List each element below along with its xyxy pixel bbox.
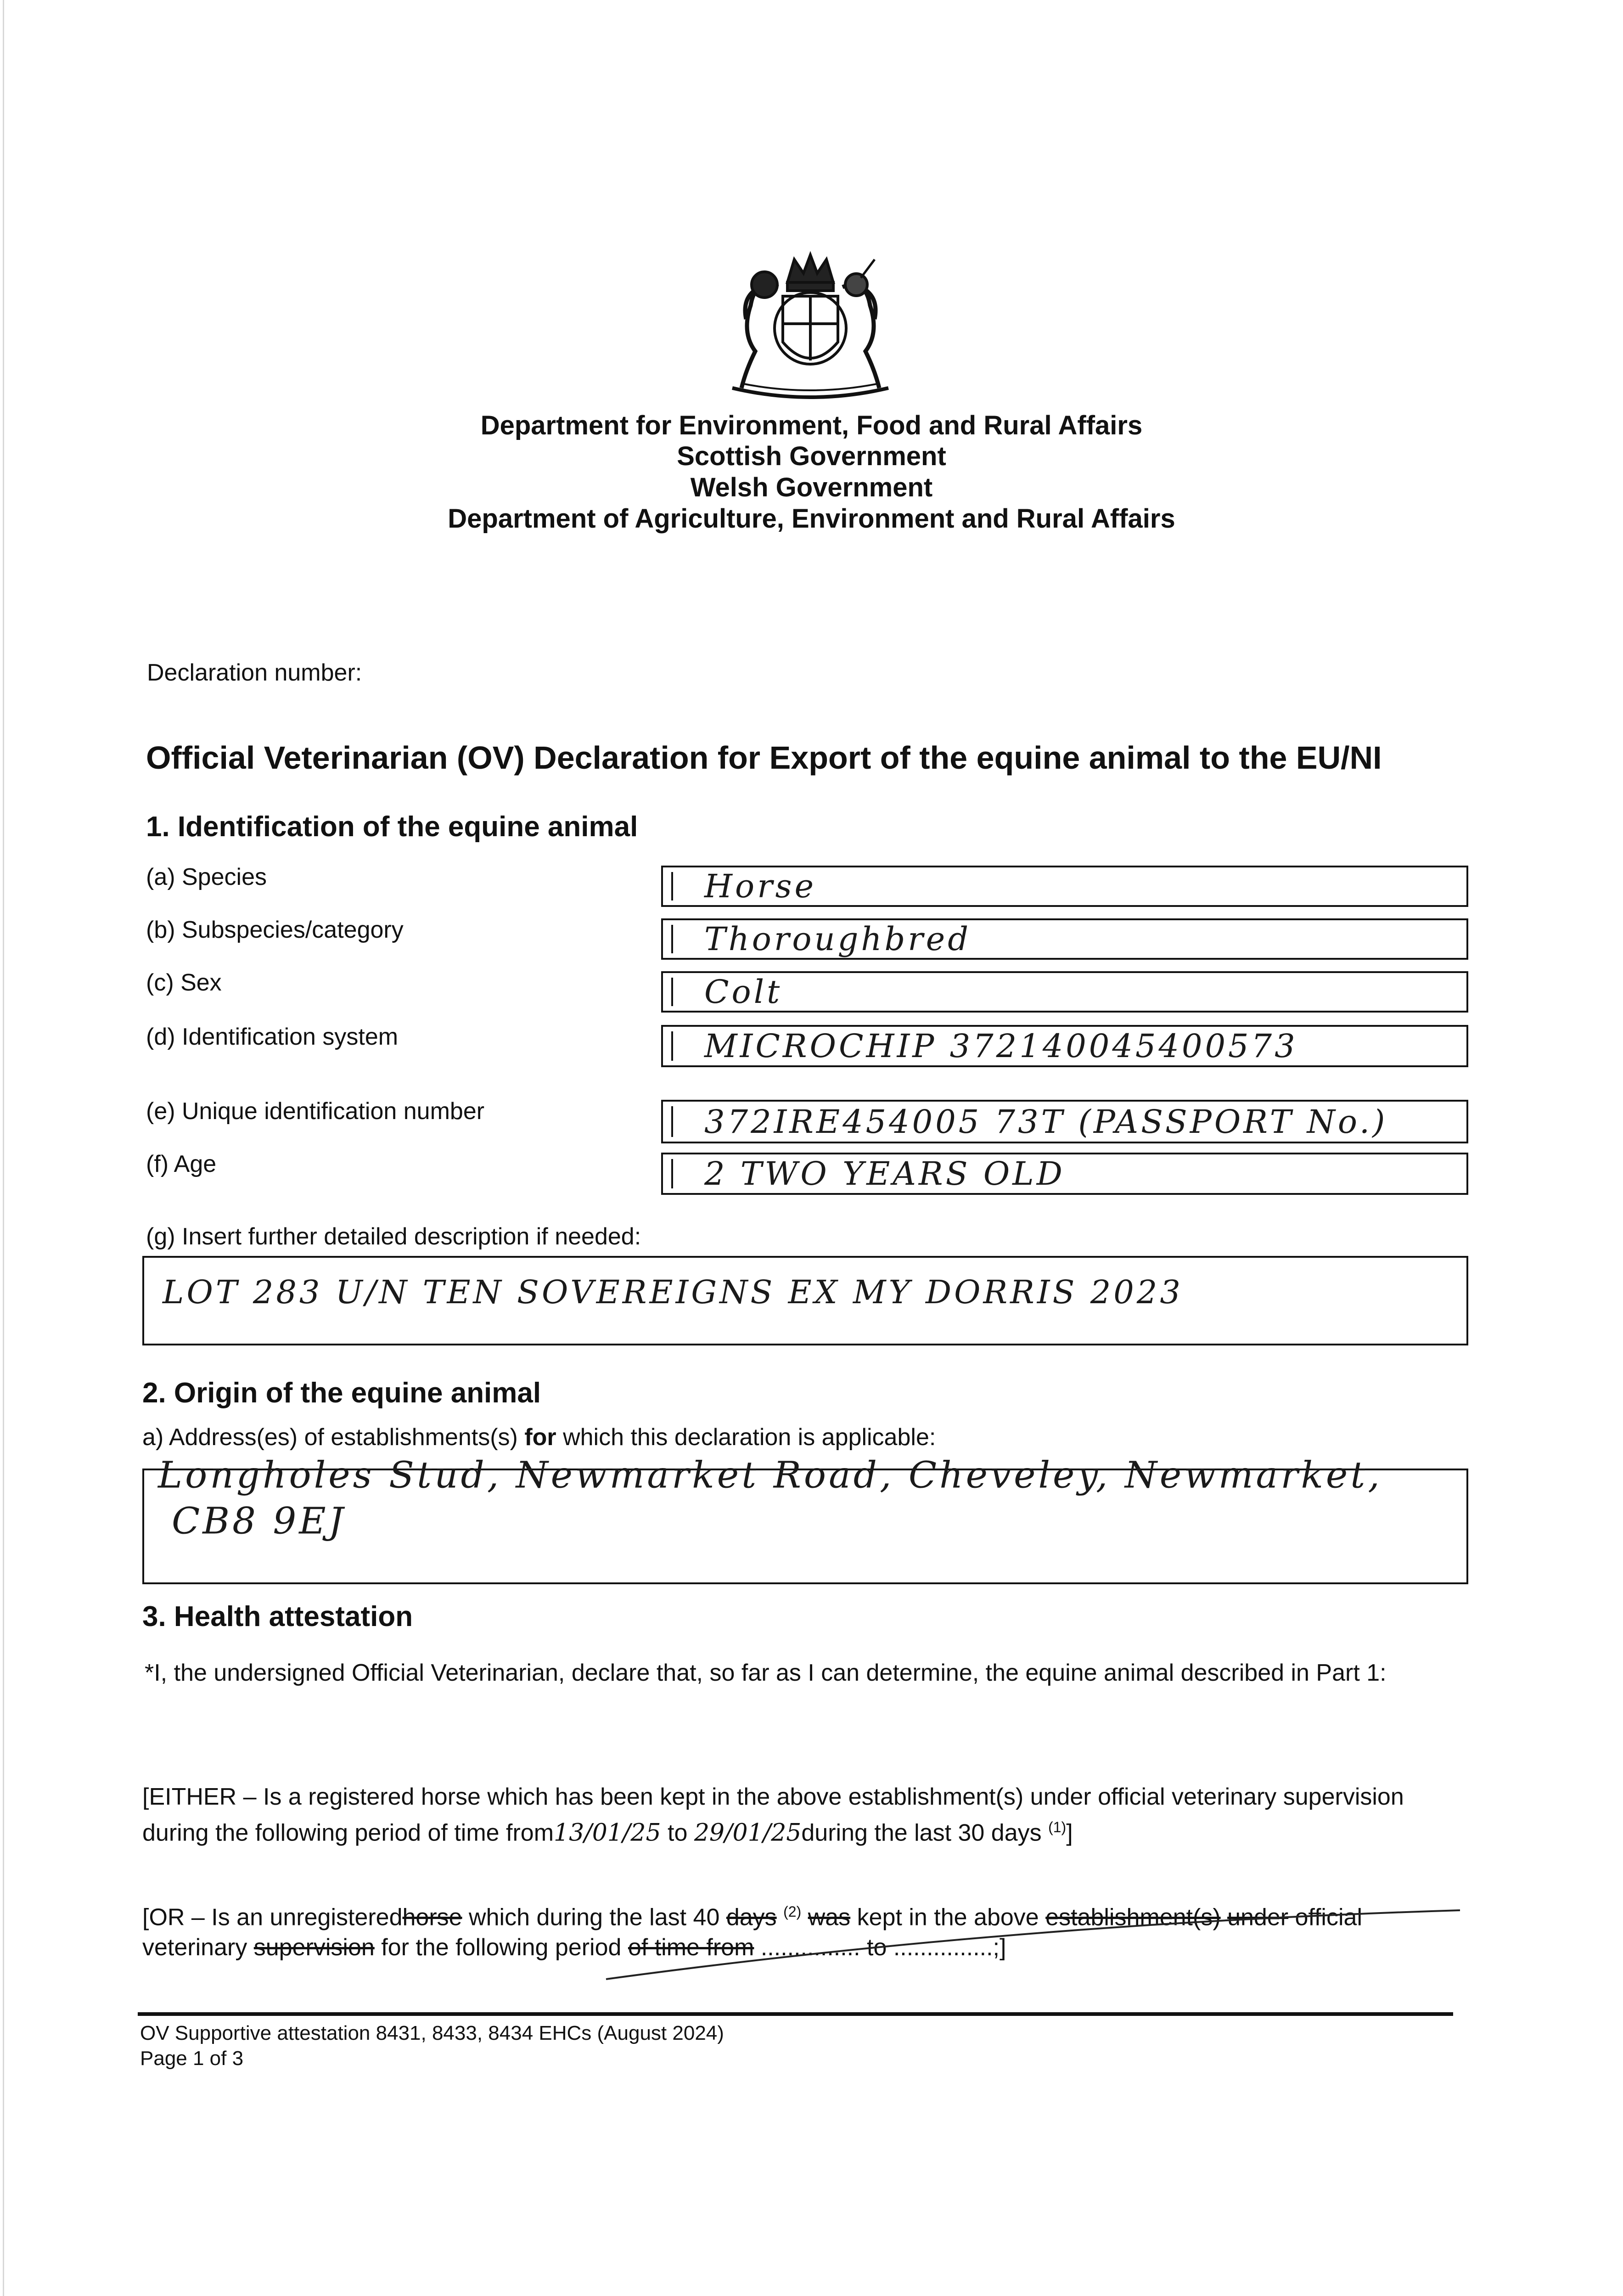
species-value: Horse: [704, 867, 816, 905]
health-attestation-intro: *I, the undersigned Official Veterinarian, declare that, so far as I can determine, the equine animal described in Part 1:: [145, 1660, 1387, 1686]
section-2-heading: 2. Origin of the equine animal: [142, 1377, 541, 1409]
unique-id-value: 372IRE454005 73T (PASSPORT No.): [704, 1103, 1388, 1141]
subspecies-value: Thoroughbred: [704, 920, 972, 958]
or-strike-of-time-from: of time from: [628, 1934, 754, 1961]
identification-system-label: (d) Identification system: [146, 1024, 399, 1050]
either-to-date: 29/01/25: [694, 1819, 802, 1847]
address-line-2: CB8 9EJ: [172, 1499, 346, 1542]
either-clause: [142, 1782, 1469, 1848]
or-footnote: (2): [783, 1903, 802, 1920]
footer-attestation-ref: OV Supportive attestation 8431, 8433, 8434 EHCs (August 2024): [140, 2022, 724, 2044]
subspecies-label: (b) Subspecies/category: [146, 917, 404, 943]
or-strike-under: under: [1227, 1904, 1289, 1931]
age-field: [661, 1153, 1468, 1195]
further-description-field: [142, 1256, 1468, 1345]
either-close: ]: [1066, 1819, 1073, 1846]
either-footnote: (1): [1048, 1819, 1067, 1835]
or-text-5: for the following period: [381, 1934, 622, 1961]
address-label-pre: a) Address(es) of establishments(s): [142, 1424, 525, 1451]
footer-divider: [138, 2012, 1453, 2016]
sex-field: [661, 971, 1468, 1013]
age-label: (f) Age: [146, 1151, 217, 1177]
or-text-2: which during the last 40: [469, 1904, 720, 1931]
address-label-post: which this declaration is applicable:: [556, 1424, 936, 1451]
address-line-1: Longholes Stud, Newmarket Road, Cheveley, Newmarket,: [158, 1453, 1382, 1497]
department-scottish-government: Scottish Government: [677, 441, 946, 471]
or-days: days: [726, 1904, 777, 1931]
section-1-heading: 1. Identification of the equine animal: [146, 811, 638, 843]
department-daera: Department of Agriculture, Environment and Rural Affairs: [448, 504, 1175, 534]
or-text-6: ............... to ...............;]: [760, 1934, 1006, 1961]
department-defra: Department for Environment, Food and Rural Affairs: [480, 411, 1143, 440]
address-field: [142, 1453, 1468, 1584]
further-description-value: LOT 283 U/N TEN SOVEREIGNS EX MY DORRIS 2023: [163, 1273, 1183, 1311]
either-from-date: 13/01/25: [554, 1819, 661, 1847]
address-label: [142, 1424, 936, 1451]
either-text-2: during the last 30 days: [801, 1819, 1042, 1846]
identification-system-field: [661, 1025, 1468, 1067]
further-description-label: (g) Insert further detailed description if needed:: [146, 1223, 641, 1250]
or-clause-strike-mark: [597, 1906, 1469, 1984]
or-strike-was: was: [808, 1904, 851, 1931]
sex-value: Colt: [704, 973, 783, 1011]
address-label-bold: for: [524, 1424, 556, 1451]
page-number: Page 1 of 3: [140, 2047, 244, 2070]
or-text-4: official veterinary: [142, 1904, 1362, 1961]
or-supervision: supervision: [253, 1934, 375, 1961]
species-field: [661, 866, 1468, 907]
or-establishment: establishment(s): [1045, 1904, 1221, 1931]
section-3-heading: 3. Health attestation: [142, 1601, 413, 1632]
sex-label: (c) Sex: [146, 969, 222, 996]
declaration-number-label: Declaration number:: [147, 659, 362, 686]
subspecies-field: [661, 918, 1468, 960]
either-to-word: to: [668, 1819, 688, 1846]
unique-id-label: (e) Unique identification number: [146, 1098, 485, 1125]
royal-coat-of-arms-icon: [714, 250, 907, 402]
page-title: Official Veterinarian (OV) Declaration for Export of the equine animal to the EU/NI: [146, 740, 1382, 776]
species-label: (a) Species: [146, 864, 267, 890]
or-strike-horse: horse: [402, 1904, 462, 1931]
or-text-1: [OR – Is an unregistered: [142, 1904, 403, 1931]
age-value: 2 TWO YEARS OLD: [704, 1155, 1065, 1193]
unique-id-field: [661, 1100, 1468, 1143]
either-text-1: [EITHER – Is a registered horse which has been kept in the above establishment(s) under official veterinary supervision during the following period of time from: [142, 1784, 1404, 1846]
or-text-3: kept in the above: [857, 1904, 1039, 1931]
scan-edge: [3, 0, 4, 2296]
identification-system-value: MICROCHIP 372140045400573: [704, 1027, 1298, 1065]
department-welsh-government: Welsh Government: [690, 473, 933, 502]
